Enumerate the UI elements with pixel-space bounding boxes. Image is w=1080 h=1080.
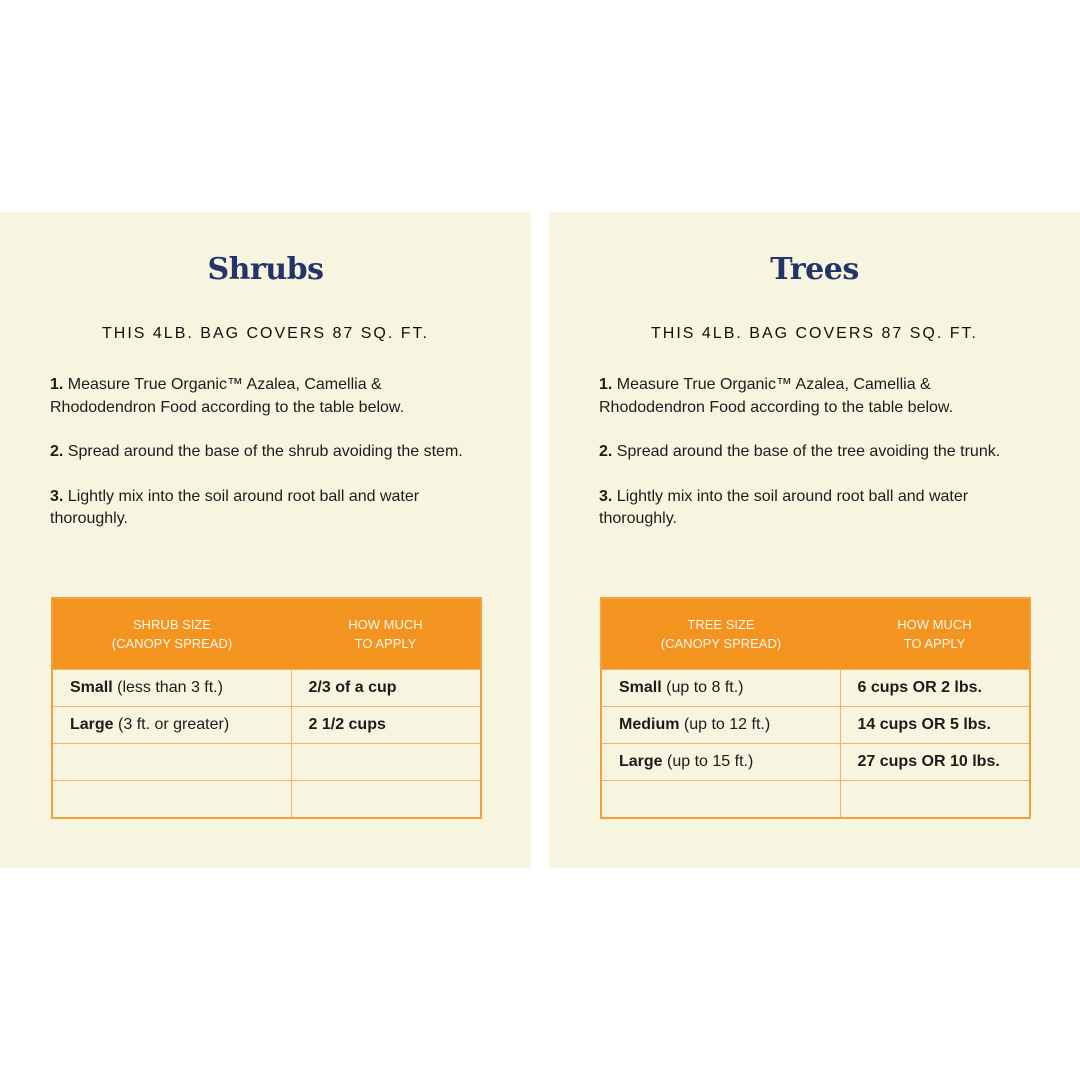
size-cell xyxy=(52,744,291,781)
amount-cell: 2/3 of a cup xyxy=(291,670,481,707)
step-2 xyxy=(50,441,470,464)
header-size-line2: (CANOPY SPREAD) xyxy=(660,636,782,651)
amount-cell xyxy=(840,781,1030,819)
header-size-line1: SHRUB SIZE xyxy=(132,617,211,632)
size-cell xyxy=(601,781,840,819)
table-row xyxy=(52,670,481,707)
instruction-steps xyxy=(50,374,470,553)
step-number: 1. xyxy=(50,376,64,393)
step-number: 2. xyxy=(599,443,613,460)
table-row xyxy=(52,707,481,744)
size-range: (up to 12 ft.) xyxy=(679,716,771,733)
amount-cell xyxy=(291,744,481,781)
coverage-note: THIS 4LB. BAG COVERS 87 SQ. FT. xyxy=(651,325,978,342)
panel-title: Trees xyxy=(770,252,859,287)
amount-cell xyxy=(291,781,481,819)
size-cell xyxy=(52,707,291,744)
table-header-row xyxy=(52,598,481,670)
step-text: Spread around the base of the shrub avoiding the stem. xyxy=(63,443,463,460)
size-range: (up to 15 ft.) xyxy=(662,753,754,770)
panel-title: Shrubs xyxy=(207,252,324,287)
table-header-row xyxy=(601,598,1030,670)
size-name: Medium xyxy=(619,716,680,733)
amount-cell: 2 1/2 cups xyxy=(291,707,481,744)
step-number: 3. xyxy=(50,487,64,505)
application-rate-table xyxy=(51,597,482,819)
instruction-steps xyxy=(599,374,1019,553)
size-cell xyxy=(601,744,840,781)
step-number: 1. xyxy=(599,376,613,393)
size-cell xyxy=(52,781,291,819)
header-amount xyxy=(291,598,481,670)
header-amount-line1: HOW MUCH xyxy=(897,617,972,632)
header-amount xyxy=(840,598,1030,670)
size-name: Large xyxy=(70,716,114,733)
application-rate-table xyxy=(600,597,1031,819)
table-row xyxy=(601,670,1030,707)
amount-cell: 27 cups OR 10 lbs. xyxy=(840,744,1030,781)
table-row xyxy=(52,781,481,819)
header-size-line1: TREE SIZE xyxy=(687,617,755,632)
step-text: Measure True Organic™ Azalea, Camellia & Rhododendron Food according to the table below. xyxy=(599,376,954,416)
shrubs-panel xyxy=(0,212,531,868)
table-row xyxy=(52,744,481,781)
coverage-note: THIS 4LB. BAG COVERS 87 SQ. FT. xyxy=(102,325,429,342)
header-amount-line2: TO APPLY xyxy=(354,636,417,651)
step-text: Spread around the base of the tree avoiding the trunk. xyxy=(612,443,1001,460)
header-amount-line2: TO APPLY xyxy=(903,636,966,651)
amount-cell: 6 cups OR 2 lbs. xyxy=(840,670,1030,707)
step-1 xyxy=(599,374,1019,419)
trees-panel xyxy=(549,212,1080,868)
size-range: (3 ft. or greater) xyxy=(113,716,230,733)
step-text: Lightly mix into the soil around root ball and water thoroughly. xyxy=(50,487,420,527)
amount-cell: 14 cups OR 5 lbs. xyxy=(840,707,1030,744)
size-cell xyxy=(52,670,291,707)
step-2 xyxy=(599,441,1019,464)
size-cell xyxy=(601,670,840,707)
step-text: Lightly mix into the soil around root ball and water thoroughly. xyxy=(599,487,969,527)
table-row xyxy=(601,707,1030,744)
size-name: Large xyxy=(619,753,663,770)
step-3 xyxy=(50,486,470,531)
header-amount-line1: HOW MUCH xyxy=(348,617,423,632)
header-size-line2: (CANOPY SPREAD) xyxy=(111,636,233,651)
step-text: Measure True Organic™ Azalea, Camellia & Rhododendron Food according to the table below. xyxy=(50,376,405,416)
size-name: Small xyxy=(70,679,113,696)
table-row xyxy=(601,781,1030,819)
table-row xyxy=(601,744,1030,781)
header-size xyxy=(52,598,291,670)
step-number: 2. xyxy=(50,443,64,460)
step-3 xyxy=(599,486,1019,531)
size-cell xyxy=(601,707,840,744)
size-range: (less than 3 ft.) xyxy=(112,679,223,696)
size-range: (up to 8 ft.) xyxy=(661,679,744,696)
step-1 xyxy=(50,374,470,419)
size-name: Small xyxy=(619,679,662,696)
header-size xyxy=(601,598,840,670)
step-number: 3. xyxy=(599,487,613,505)
